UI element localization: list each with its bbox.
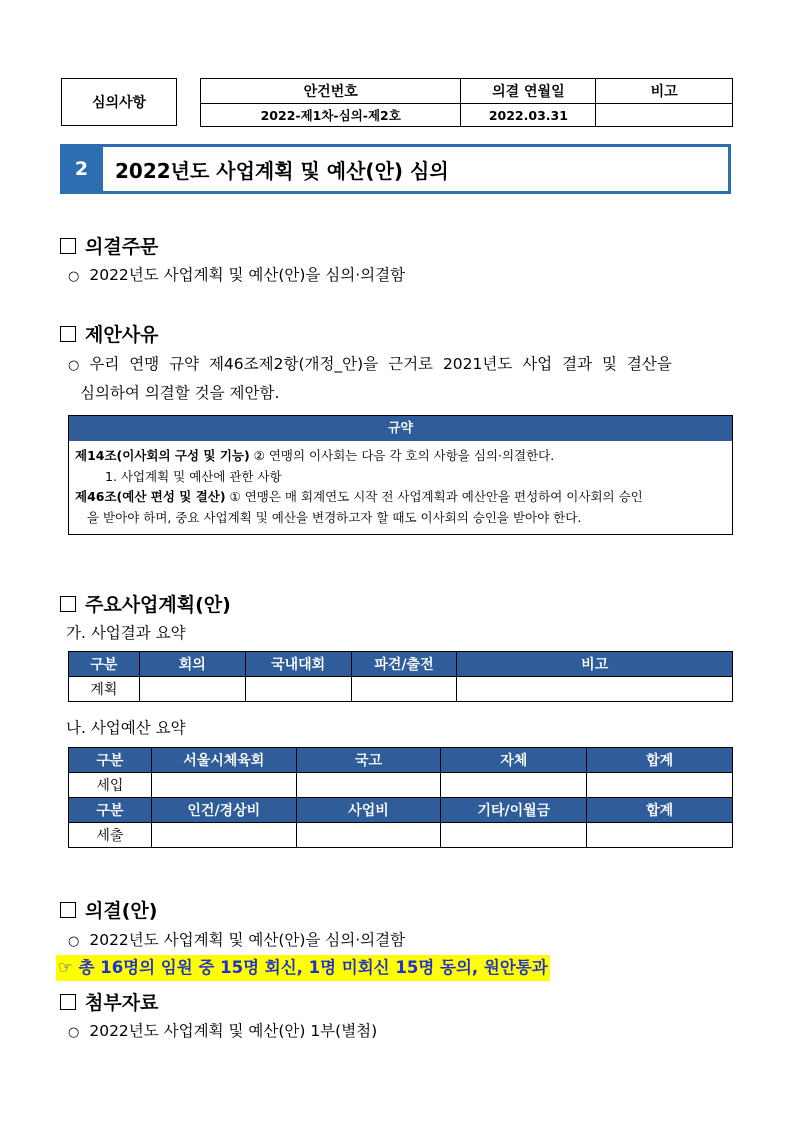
table-cell [139,677,245,702]
header-deliberation-label [61,78,177,126]
resolution-date-value: 2022.03.31 [461,104,596,127]
circle-bullet-icon: ○ [68,934,80,949]
table-header-cell: 비고 [457,652,733,677]
table-header-cell: 서울시체육회 [151,748,296,773]
circle-bullet-icon: ○ [68,1025,80,1040]
resolution-draft-bullet: ○ 2022년도 사업계획 및 예산(안)을 심의·의결함 [68,931,406,949]
table-header-cell: 구분 [69,652,140,677]
table-header-cell: 회의 [139,652,245,677]
regulation-head: 규약 [69,416,732,441]
table-cell [587,773,733,798]
circle-bullet-icon: ○ [68,269,80,284]
table-header-cell: 구분 [69,798,152,823]
header-deliberation-text: 심의사항 [91,95,147,111]
regulation-body [69,441,732,534]
table-cell [441,773,587,798]
agenda-number-value: 2022-제1차-심의-제2호 [201,104,461,127]
remarks-head: 비고 [596,79,733,104]
article-14-item: 1. 사업계획 및 예산에 관한 사항 [105,468,282,484]
resolution-date-head: 의결 연월일 [461,79,596,104]
article-46: 제46조(예산 편성 및 결산) ① 연맹은 매 회계연도 시작 전 사업계획과 예산안을 편성하여 이사회의 승인 [75,489,643,504]
table-header-cell: 자체 [441,748,587,773]
table-header-cell: 구분 [69,748,152,773]
remarks-value [596,104,733,127]
section-heading-business-plan: 주요사업계획(안) [60,590,231,617]
checkbox-square-icon [60,994,76,1010]
table-header-cell: 합계 [587,798,733,823]
checkbox-square-icon [60,902,76,918]
resolution-bullet: ○ 2022년도 사업계획 및 예산(안)을 심의·의결함 [68,266,406,284]
vote-result-highlight: ☞ 총 16명의 임원 중 15명 회신, 1명 미회신 15명 동의, 원안통과 [56,955,550,981]
table-header-cell: 국내대회 [245,652,351,677]
results-summary-table [68,651,733,702]
table-header-cell: 기타/이월금 [441,798,587,823]
sub-heading-budget: 나. 사업예산 요약 [66,719,186,737]
reason-bullet-line1: ○ 우리 연맹 규약 제46조제2항(개정_안)을 근거로 2021년도 사업 결과 및 결산을 [68,355,672,373]
table-cell: 세출 [69,823,152,848]
table-cell: 세입 [69,773,152,798]
article-46-cont: 을 받아야 하며, 중요 사업계획 및 예산을 변경하고자 할 때도 이사회의 승인을 받아야 한다. [87,509,582,525]
section-heading-resolution-draft: 의결(안) [60,896,157,923]
table-header-cell: 국고 [296,748,441,773]
table-header-cell: 파견/출전 [351,652,457,677]
section-heading-reason: 제안사유 [60,320,158,347]
title-number-badge: 2 [60,144,103,194]
sub-heading-results: 가. 사업결과 요약 [66,624,186,642]
page-title: 2022년도 사업계획 및 예산(안) 심의 [115,159,449,183]
budget-summary-table [68,747,733,848]
article-14: 제14조(이사회의 구성 및 기능) ② 연맹의 이사회는 다음 각 호의 사항을 심의·의결한다. [75,448,555,463]
checkbox-square-icon [60,326,76,342]
table-cell [441,823,587,848]
table-cell [151,773,296,798]
table-cell [587,823,733,848]
table-cell [151,823,296,848]
table-header-cell: 사업비 [296,798,441,823]
checkbox-square-icon [60,238,76,254]
circle-bullet-icon: ○ [68,358,80,373]
attachments-bullet: ○ 2022년도 사업계획 및 예산(안) 1부(별첨) [68,1022,378,1040]
table-cell [457,677,733,702]
table-cell [296,823,441,848]
section-heading-attachments: 첨부자료 [60,988,158,1015]
table-cell [351,677,457,702]
table-cell: 계획 [69,677,140,702]
table-cell [245,677,351,702]
agenda-number-head: 안건번호 [201,79,461,104]
table-header-cell: 인건/경상비 [151,798,296,823]
header-info-table [200,78,733,127]
table-header-cell: 합계 [587,748,733,773]
regulation-box [68,415,733,535]
section-heading-resolution: 의결주문 [60,232,158,259]
table-cell [296,773,441,798]
reason-bullet-line2: 심의하여 의결할 것을 제안함. [80,384,280,402]
checkbox-square-icon [60,596,76,612]
